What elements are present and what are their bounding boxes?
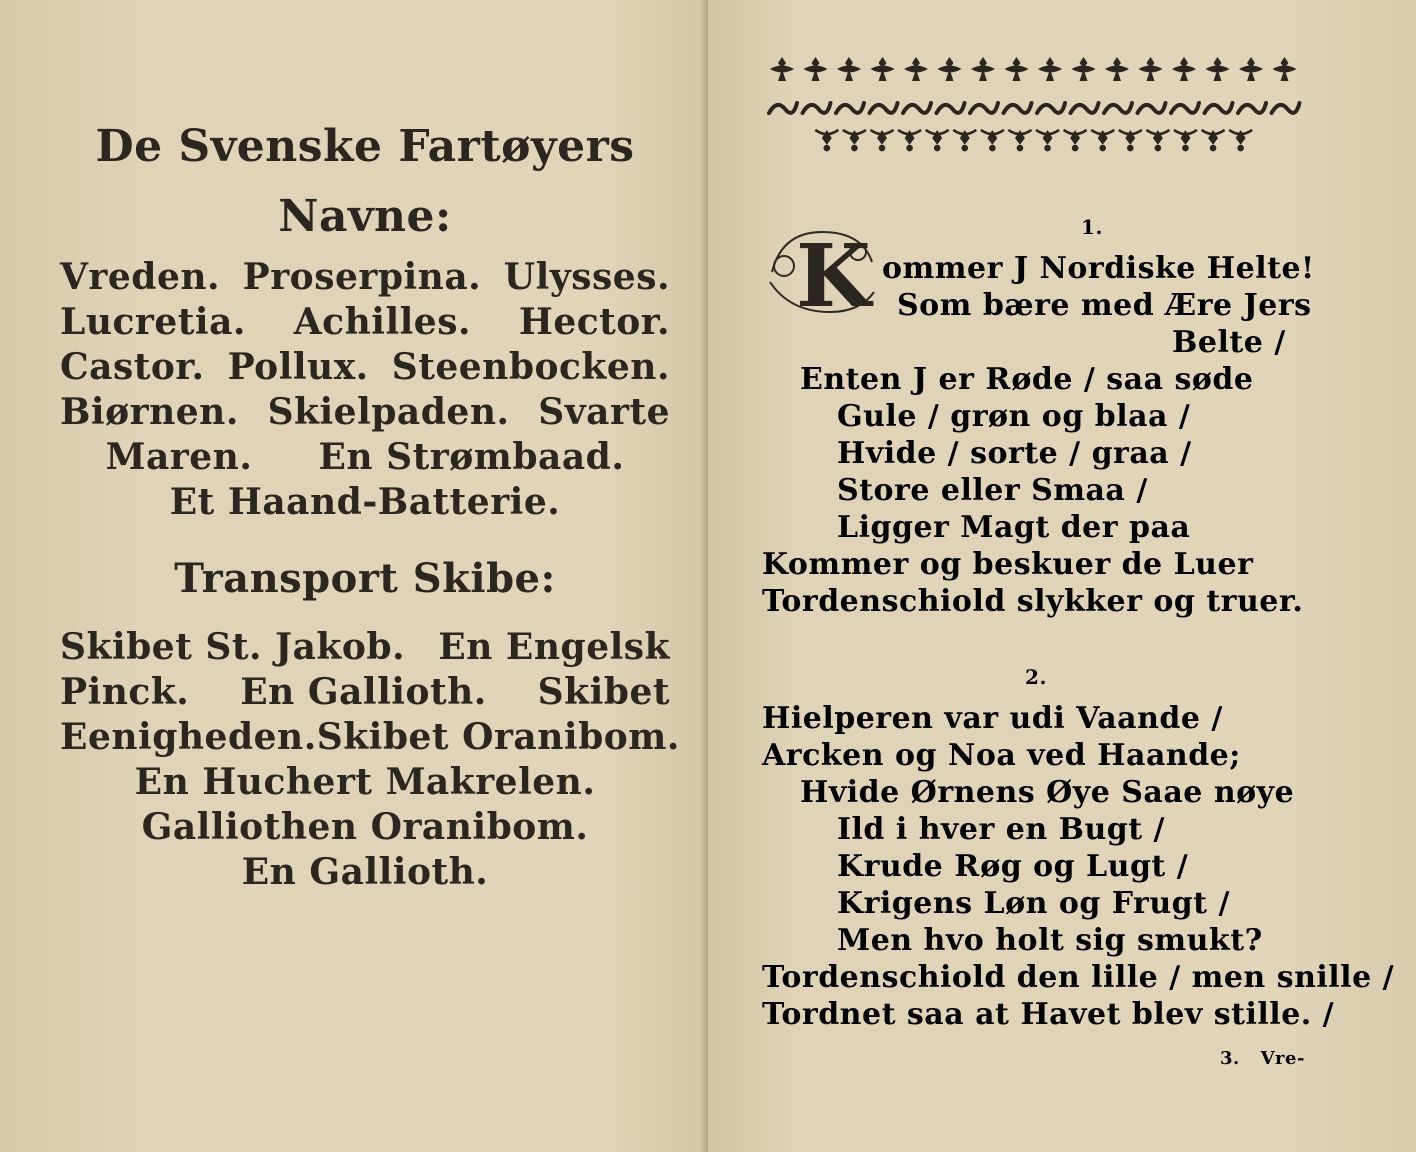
ship-name: En Gallioth.: [241, 851, 489, 893]
transport-line: [60, 805, 670, 850]
page-title: [40, 112, 690, 252]
ship-name: Pinck.: [60, 671, 190, 713]
verse-1: [762, 250, 1322, 620]
transport-line: [60, 715, 680, 760]
ship-name: Maren.: [105, 436, 253, 478]
ship-name: Skibet: [537, 671, 670, 713]
ship-line: [60, 480, 670, 525]
transport-line: [60, 760, 670, 805]
verse-line: Ligger Magt der paa: [837, 510, 1191, 545]
ship-names-list: [60, 255, 670, 525]
title-line-2: Navne:: [278, 191, 452, 242]
ship-name: Eenigheden.: [60, 716, 317, 758]
verse-line: Tordenschiold den lille / men snille /: [762, 960, 1395, 995]
ship-line: [60, 435, 670, 480]
verse-number: 1.: [1081, 215, 1103, 239]
ship-name: Et Haand-Batterie.: [169, 481, 561, 523]
ornament-fleuron-row-icon: [766, 55, 1306, 83]
ornament-lily-row-icon: [766, 125, 1306, 153]
verse-number: 2.: [1025, 665, 1047, 689]
ship-name: Lucretia.: [60, 301, 246, 343]
verse-2: [762, 700, 1395, 1033]
ship-name: Achilles.: [293, 301, 472, 343]
transport-line: [60, 625, 670, 670]
verse-line: Belte /: [1172, 325, 1286, 360]
verse-line: Krude Røg og Lugt /: [837, 849, 1189, 884]
transport-ships-heading: Transport Skibe:: [174, 555, 556, 602]
ship-name: Vreden.: [60, 256, 221, 298]
transport-ships-list: [60, 625, 680, 895]
ship-name: En Engelsk: [438, 626, 670, 668]
ship-name: En Strømbaad.: [318, 436, 625, 478]
ship-name: Skibet Oranibom.: [316, 716, 680, 758]
ship-name: En Gallioth.: [240, 671, 487, 713]
verse-line: Gule / grøn og blaa /: [837, 399, 1191, 434]
ornament-scroll-row-icon: [766, 95, 1306, 123]
signature-mark: 3.: [1220, 1048, 1240, 1069]
page-footer: [1220, 1048, 1319, 1069]
ship-name: Svarte: [538, 391, 670, 433]
verse-line: Enten J er Røde / saa søde: [800, 362, 1254, 397]
verse-line: Tordnet saa at Havet blev stille. /: [762, 997, 1335, 1032]
verse-line: Tordenschiold slykker og truer.: [762, 584, 1304, 619]
ship-name: Castor.: [60, 346, 205, 388]
title-line-1: De Svenske Fartøyers: [95, 121, 635, 172]
ship-name: En Huchert Makrelen.: [134, 761, 596, 803]
ship-name: Biørnen.: [60, 391, 239, 433]
verse-line: Hielperen var udi Vaande /: [762, 701, 1223, 736]
ship-name: Steenbocken.: [391, 346, 670, 388]
verse-line: Men hvo holt sig smukt?: [837, 923, 1263, 958]
verse-line: ommer J Nordiske Helte!: [882, 251, 1315, 286]
verse-line: Kommer og beskuer de Luer: [762, 547, 1254, 582]
ship-line: [60, 255, 670, 300]
ship-line: [60, 390, 670, 435]
verse-line: Hvide / sorte / graa /: [837, 436, 1192, 471]
ship-name: Ulysses.: [503, 256, 670, 298]
dropcap-letter: K: [796, 226, 871, 322]
verse-line: Hvide Ørnens Øye Saae nøye: [800, 775, 1295, 810]
verse-line: Ild i hver en Bugt /: [837, 812, 1166, 847]
ship-name: Pollux.: [227, 346, 369, 388]
ship-name: Skielpaden.: [267, 391, 510, 433]
ship-name: Galliothen Oranibom.: [141, 806, 589, 848]
transport-line: [60, 850, 670, 895]
ship-name: Skibet St. Jakob.: [60, 626, 406, 668]
verse-line: Krigens Løn og Frugt /: [837, 886, 1230, 921]
verse-line: Som bære med Ære Jers: [897, 288, 1312, 323]
ship-name: Proserpina.: [242, 256, 482, 298]
ship-line: [60, 345, 670, 390]
transport-line: [60, 670, 670, 715]
verse-line: Arcken og Noa ved Haande;: [762, 738, 1241, 773]
ship-line: [60, 300, 670, 345]
verse-line: Store eller Smaa /: [837, 473, 1148, 508]
catchword: Vre-: [1260, 1048, 1305, 1069]
ship-name: Hector.: [518, 301, 670, 343]
